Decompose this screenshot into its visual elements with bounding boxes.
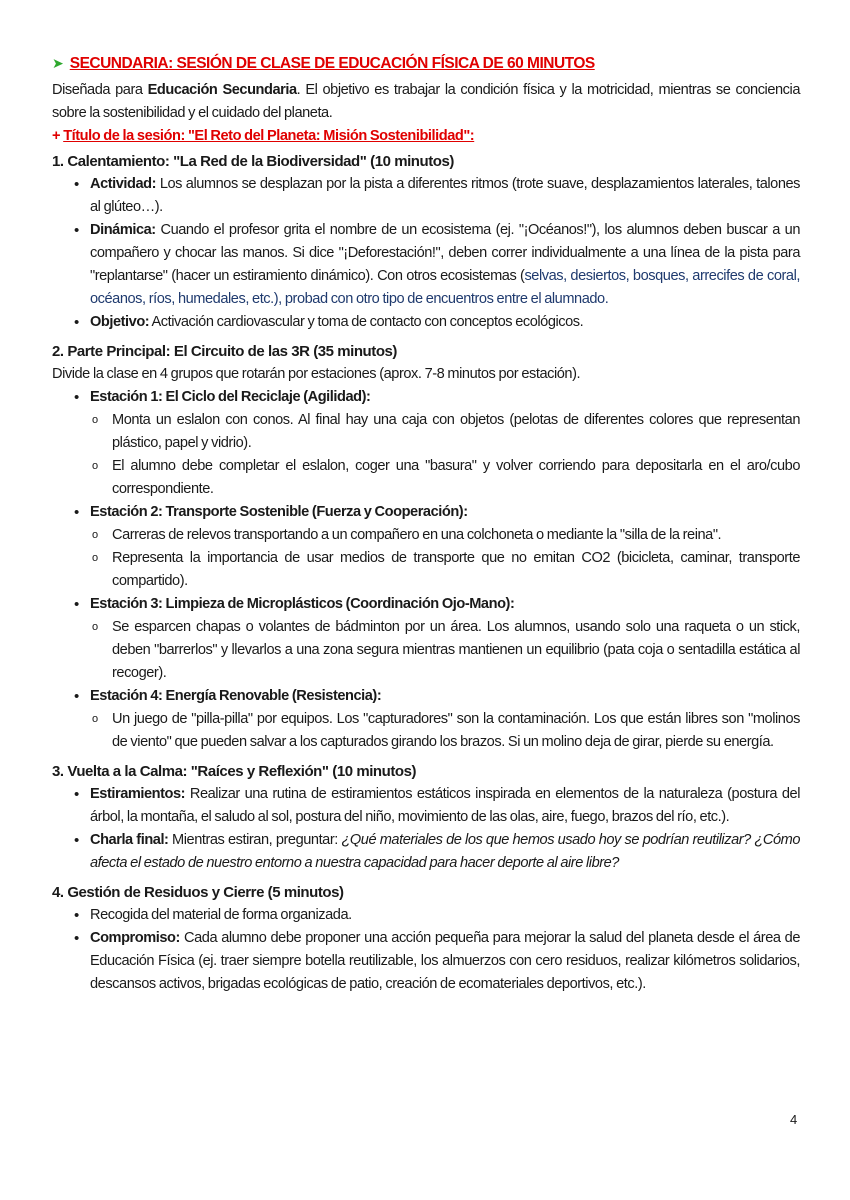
list-item: o Carreras de relevos transportando a un compañero en una colchoneta o mediante la "silla de la reina".: [112, 524, 800, 547]
warmup-heading: 1. Calentamiento: "La Red de la Biodiversidad" (10 minutos): [52, 153, 454, 170]
cooldown-heading: 3. Vuelta a la Calma: "Raíces y Reflexión" (10 minutos): [52, 763, 417, 780]
arrow-bullet-icon: ➤: [52, 55, 64, 71]
document-title: [52, 52, 800, 75]
page-number: 4: [790, 1112, 798, 1127]
document-page: [52, 52, 800, 996]
station-item: • Estación 3: Limpieza de Microplásticos (Coordinación Ojo-Mano): o Se esparcen chapas o volantes de bádminton por un área. Los alumnos, usando solo una raqueta o un stick, deben "barrerlos" y llevarlos a una zona segura mientras mantienen un equilibrio (pata coja o sentadilla estática al recoger).: [90, 593, 800, 685]
closing-heading: 4. Gestión de Residuos y Cierre (5 minutos): [52, 884, 344, 901]
title-text: SECUNDARIA: SESIÓN DE CLASE DE EDUCACIÓN FÍSICA DE 60 MINUTOS: [69, 55, 595, 72]
list-item: • Estiramientos: Realizar una rutina de estiramientos estáticos inspirada en elementos de la naturaleza (postura del árbol, la montaña, el saludo al sol, postura del niño, movimiento de las olas, aire, fuego, brazos del río, etc.).: [90, 783, 800, 829]
list-item: • Recogida del material de forma organizada.: [90, 904, 800, 927]
session-title: + Título de la sesión: "El Reto del Planeta: Misión Sostenibilidad":: [52, 128, 475, 144]
station-item: • Estación 1: El Ciclo del Reciclaje (Agilidad): o Monta un eslalon con conos. Al final hay una caja con objetos (pelotas de diferentes colores que representan plástico, papel y vidrio). o El alumno debe completar el eslalon, coger una "basura" y volver corriendo para depositarla en el aro/cubo correspondiente.: [90, 386, 800, 501]
list-item: o Se esparcen chapas o volantes de bádminton por un área. Los alumnos, usando solo una raqueta o un stick, deben "barrerlos" y llevarlos a una zona segura mientras mantienen un equilibrio (pata coja o sentadilla estática al recoger).: [112, 616, 800, 685]
list-item: o Un juego de "pilla-pilla" por equipos. Los "capturadores" son la contaminación. Los que están libres son "molinos de viento" que pueden salvar a los capturados girando los brazos. Si un molino deja de girar, pierde su energía.: [112, 708, 800, 754]
main-heading: 2. Parte Principal: El Circuito de las 3R (35 minutos): [52, 343, 397, 360]
station-item: • Estación 2: Transporte Sostenible (Fuerza y Cooperación): o Carreras de relevos transportando a un compañero en una colchoneta o mediante la "silla de la reina". o Representa la importancia de usar medios de transporte que no emitan CO2 (bicicleta, caminar, transporte compartido).: [90, 501, 800, 593]
intro-bold: Educación Secundaria: [147, 82, 297, 98]
list-item: • Charla final: Mientras estiran, preguntar: ¿Qué materiales de los que hemos usado hoy se podrían reutilizar? ¿Cómo afecta el estado de nuestro entorno a nuestra capacidad para hacer deporte al aire libre?: [90, 829, 800, 875]
intro-paragraph: Diseñada para Educación Secundaria. El objetivo es trabajar la condición física y la motricidad, mientras se conciencia sobre la sostenibilidad y el cuidado del planeta.: [52, 82, 800, 121]
closing-list: [52, 904, 800, 996]
station-item: • Estación 4: Energía Renovable (Resistencia): o Un juego de "pilla-pilla" por equipos. Los "capturadores" son la contaminación. Los que están libres son "molinos de viento" que pueden salvar a los capturados girando los brazos. Si un molino deja de girar, pierde su energía.: [90, 685, 800, 754]
stations-list: [52, 386, 800, 754]
list-item: • Objetivo: Activación cardiovascular y toma de contacto con conceptos ecológicos.: [90, 311, 800, 334]
cooldown-list: [52, 783, 800, 875]
list-item: • Dinámica: Cuando el profesor grita el nombre de un ecosistema (ej. "¡Océanos!"), los alumnos deben buscar a un compañero y chocar las manos. Si dice "¡Deforestación!", deben correr individualmente a una línea de la pista para "replantarse" (hacer un estiramiento dinámico). Con otros ecosistemas (selvas, desiertos, bosques, arrecifes de coral, océanos, ríos, humedales, etc.), probad con otro tipo de encuentros entre el alumnado.: [90, 219, 800, 311]
list-item: o El alumno debe completar el eslalon, coger una "basura" y volver corriendo para depositarla en el aro/cubo correspondiente.: [112, 455, 800, 501]
main-intro: Divide la clase en 4 grupos que rotarán por estaciones (aprox. 7-8 minutos por estación).: [52, 366, 581, 382]
blue-text: selvas, desiertos, bosques, arrecifes de coral, océanos, ríos, humedales, etc.), probad con otro tipo de encuentros entre el alumnado.: [90, 268, 800, 307]
warmup-list: [52, 173, 800, 334]
list-item: o Monta un eslalon con conos. Al final hay una caja con objetos (pelotas de diferentes colores que representan plástico, papel y vidrio).: [112, 409, 800, 455]
list-item: • Compromiso: Cada alumno debe proponer una acción pequeña para mejorar la salud del planeta desde el área de Educación Física (ej. traer siempre botella reutilizable, los almuerzos con cero residuos, realizar kilómetros solidarios, descansos activos, brigadas ecológicas de patio, creación de ecomateriales deportivos, etc.).: [90, 927, 800, 996]
list-item: • Actividad: Los alumnos se desplazan por la pista a diferentes ritmos (trote suave, desplazamientos laterales, talones al glúteo…).: [90, 173, 800, 219]
list-item: o Representa la importancia de usar medios de transporte que no emitan CO2 (bicicleta, caminar, transporte compartido).: [112, 547, 800, 593]
italic-question: ¿Qué materiales de los que hemos usado hoy se podrían reutilizar? ¿Cómo afecta el estado de nuestro entorno a nuestra capacidad para hacer deporte al aire libre?: [90, 832, 800, 871]
